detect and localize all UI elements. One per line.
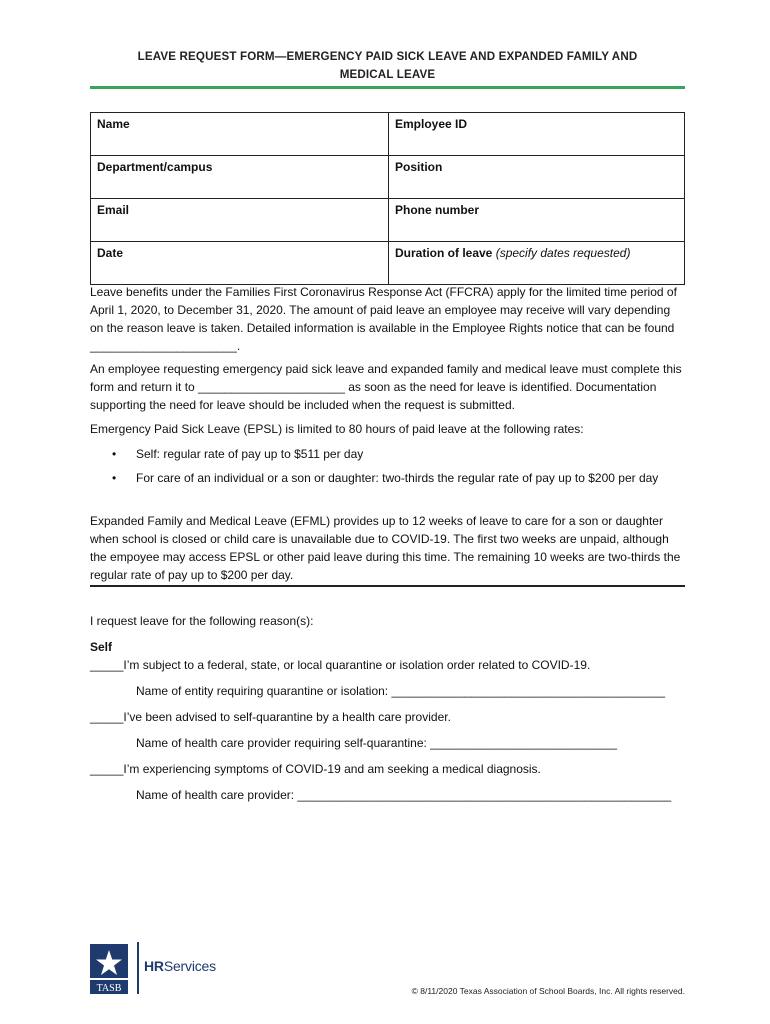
logo-divider: [137, 942, 139, 994]
efml-paragraph: Expanded Family and Medical Leave (EFML) provides up to 12 weeks of leave to care for a son or daughter when school is closed or child care is unavailable due to COVID-19. The first two weeks are unpaid, although the empoyee may access EPSL or other paid leave during this time. The remaining 10 weeks are two-thirds the regular rate of pay up to $200 per day.: [90, 514, 681, 582]
reason-symptoms[interactable]: _____I’m experiencing symptoms of COVID-19 and am seeking a medical diagnosis.: [90, 762, 541, 776]
employee-id-field[interactable]: Employee ID: [389, 113, 685, 156]
tasb-logo-text: TASB: [96, 983, 122, 994]
hr-services-wordmark: HRServices: [144, 958, 216, 974]
list-item: • Self: regular rate of pay up to $511 per day: [112, 447, 364, 461]
submission-paragraph: An employee requesting emergency paid sick leave and expanded family and medical leave must complete this form and return it to ______________________ as soon as the need for leave is identified. Documentation supporting the need for leave should be included when the request is submitted.: [90, 362, 682, 412]
health-care-provider-line[interactable]: Name of health care provider: ________________________________________________________: [136, 788, 672, 802]
title-line-1: LEAVE REQUEST FORM—EMERGENCY PAID SICK LEAVE AND EXPANDED FAMILY AND: [137, 50, 638, 63]
title-line-2: MEDICAL LEAVE: [339, 68, 436, 81]
employee-info-table: [90, 112, 685, 285]
duration-hint: (specify dates requested): [495, 246, 631, 260]
phone-field[interactable]: Phone number: [389, 199, 685, 242]
section-divider: [90, 585, 685, 587]
date-field[interactable]: Date: [91, 242, 389, 285]
ffcra-paragraph: Leave benefits under the Families First Coronavirus Response Act (FFCRA) apply for the limited time period of April 1, 2020, to December 31, 2020. The amount of paid leave an employee may receive will vary depending on the reason leave is taken. Detailed information is available in the Employee Rights notice that can be found ______________________.: [90, 285, 677, 353]
section-self-heading: Self: [90, 640, 113, 654]
title-underline: [90, 86, 685, 89]
form-title: [90, 48, 685, 84]
position-field[interactable]: Position: [389, 156, 685, 199]
department-field[interactable]: Department/campus: [91, 156, 389, 199]
bullet-icon: •: [112, 447, 117, 461]
request-intro: I request leave for the following reason(s):: [90, 614, 314, 628]
provider-self-quarantine-line[interactable]: Name of health care provider requiring self-quarantine: ____________________________: [136, 736, 618, 750]
list-item: • For care of an individual or a son or daughter: two-thirds the regular rate of pay up to $200 per day: [112, 471, 659, 485]
tasb-star-logo-icon: [90, 944, 128, 994]
reason-quarantine-order[interactable]: _____I’m subject to a federal, state, or local quarantine or isolation order related to COVID-19.: [90, 658, 591, 672]
reason-self-quarantine[interactable]: _____I’ve been advised to self-quarantine by a health care provider.: [90, 710, 451, 724]
email-field[interactable]: Email: [91, 199, 389, 242]
bullet-icon: •: [112, 471, 117, 485]
epsl-paragraph: Emergency Paid Sick Leave (EPSL) is limited to 80 hours of paid leave at the following rates:: [90, 422, 584, 436]
name-field[interactable]: Name: [91, 113, 389, 156]
quarantine-entity-line[interactable]: Name of entity requiring quarantine or isolation: _________________________________________: [136, 684, 666, 698]
epsl-rates-list: [90, 445, 685, 493]
copyright-note: © 8/11/2020 Texas Association of School Boards, Inc. All rights reserved.: [411, 986, 685, 996]
duration-field[interactable]: Duration of leave (specify dates requested): [389, 242, 685, 285]
tasb-hr-services-logo: [90, 940, 230, 996]
